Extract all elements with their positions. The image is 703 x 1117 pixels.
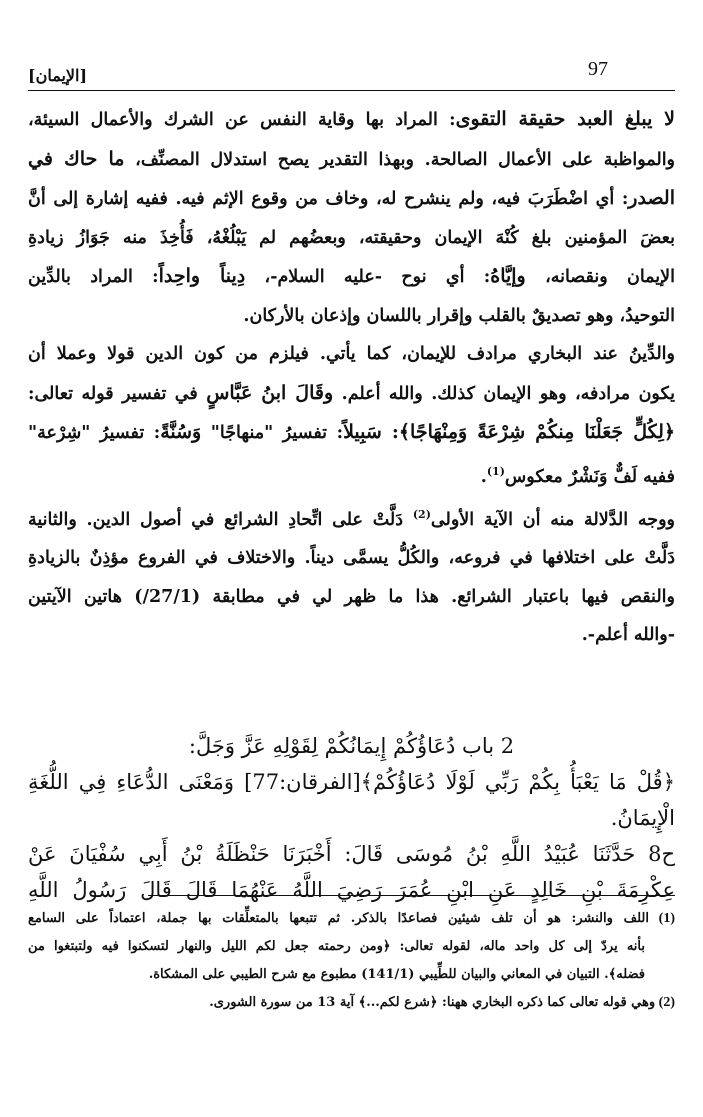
text-segment: : تفسيرُ "منهاجًا" [201, 423, 344, 443]
footnote-rule [148, 895, 675, 896]
keyword: وقَالَ ابنُ عَبَّاسٍ [206, 381, 334, 404]
footnote-text: وهي قوله تعالى كما ذكره البخاري ههنا: ﴿شرع لكم...﴾ آية 13 من سورة الشورى. [209, 995, 656, 1010]
text-line [28, 140, 675, 180]
keyword: ﴿لِكُلٍّ جَعَلْنَا مِنكُمْ شِرْعَةً وَمِنْهَاجًا﴾: [381, 421, 676, 443]
text-line [28, 219, 675, 258]
text-segment: ووجه الدَّلالة منه أن الآية الأولى [430, 509, 675, 530]
text-line [28, 179, 675, 219]
text-segment: التوحيدُ، وهو تصديقٌ بالقلب وإقرار باللسان وإذعان بالأركان. [243, 305, 675, 326]
footnote-text: بأنه يردّ إلى كل واحد ماله، لقوله تعالى: ﴿ومن رحمته جعل لكم الليل والنهار لتسكنوا فيه ولتبتغوا من [28, 939, 645, 954]
text-segment: بعضَ المؤمنين بلغ كُنْهَ الإيمان وحقيقته، وبعضُهم لم يَبْلُغْهُ، فَأُخِذَ منه جَوَازُ زيادةِ [28, 227, 675, 248]
text-line [28, 616, 675, 655]
footnote-ref: (2) [412, 507, 431, 521]
text-segment: : المراد بالدِّين [28, 267, 159, 287]
header-rule [28, 90, 675, 91]
keyword: لا يبلغ العبد حقيقة التقوى [455, 108, 675, 130]
text-line [28, 374, 675, 414]
footnote-ref: (1) [486, 464, 505, 478]
text-segment: الإيمان ونقصانه، [525, 267, 675, 287]
footnote-line [28, 905, 675, 933]
book-page [28, 0, 675, 1117]
keyword: وَسُنَّةً [160, 421, 202, 443]
footnote-number: (1) [648, 911, 675, 926]
text-line [28, 257, 675, 297]
text-segment: : أي اضْطَرَبَ فيه، ولم ينشرح له، وخاف من وقوع الإثم فيه. ففيه إشارة إلى أنَّ [28, 189, 629, 209]
text-line [28, 335, 675, 374]
text-segment: -والله أعلم-. [581, 625, 675, 646]
page-number: 97 [588, 58, 608, 80]
keyword: ما حاك في [28, 147, 125, 170]
text-segment: والمواظبة على الأعمال الصالحة. وبهذا التقدير يصح استدلال المصنِّف، [124, 149, 676, 170]
hadith-block [28, 728, 675, 908]
keyword: دِيناً واحِداً [158, 265, 246, 287]
text-segment: : المراد بها وقاية النفس عن الشرك والأعمال السيئة، [28, 110, 456, 130]
text-line [28, 100, 675, 140]
text-segment: والنقص فيها باعتبار الشرائع. هذا ما ظهر لي في مطابقة (27/1/) هاتين الآيتين [28, 586, 675, 607]
keyword: وإيَّاهُ [490, 265, 526, 287]
text-segment: في تفسير قوله تعالى: [28, 383, 207, 404]
text-segment: . [480, 466, 487, 487]
footnote-line [28, 989, 675, 1017]
keyword: الصدر [628, 187, 675, 209]
footnote-line [28, 961, 675, 989]
commentary-body [28, 100, 675, 655]
text-segment: دَلَّتْ على اختلافها في فروعه، والكُلُّ يسمَّى ديناً. والاختلاف في الفروع مؤذِنٌ بالزيادةِ [28, 548, 675, 569]
text-segment: : تفسيرُ "شِرْعة" [28, 423, 161, 443]
text-segment: يكون مرادفه، وهو الإيمان كذلك. والله أعلم. [333, 383, 675, 404]
verse-line: ﴿قُلْ مَا يَعْبَأُ بِكُمْ رَبِّي لَوْلَا دُعَاؤُكُمْ﴾[الفرقان:77] وَمَعْنَى الدُّعَاءِ فِي اللُّغَةِ الْإِيمَانُ. [28, 770, 675, 830]
footnote-line [28, 933, 675, 961]
text-line [28, 496, 675, 539]
footnote-text: فضله﴾. التبيان في المعاني والبيان للطِّيبي (141/1) مطبوع مع شرح الطيبي على المشكاة. [148, 967, 645, 982]
text-line [28, 453, 675, 496]
footnote-text: اللف والنشر: هو أن تلف شيئين فصاعدًا بالذكر. ثم تتبعها بالمتعلِّقات بها جملة، اعتماداً على السامع [28, 911, 649, 926]
text-line [28, 539, 675, 578]
narration-line: ح8 حَدَّثَنَا عُبَيْدُ اللَّهِ بْنُ مُوسَى قَالَ: أَخْبَرَنَا حَنْظَلَةُ بْنُ أَبِي سُفْيَانَ عَنْ [28, 842, 675, 866]
section-title: [الإيمان] [28, 66, 88, 85]
text-line [28, 413, 675, 453]
keyword: سَبِيلاً [343, 421, 382, 443]
page-header [28, 58, 675, 90]
text-line [28, 297, 675, 336]
footnote-number: (2) [655, 995, 675, 1010]
text-segment: ففيه لَفٌّ وَنَشْرٌ معكوس [504, 466, 675, 487]
chapter-title: 2 باب دُعَاؤُكُمْ إِيمَانُكُمْ لِقَوْلِهِ عَزَّ وَجَلَّ: [188, 734, 515, 758]
narration-line: عِكْرِمَةَ بْنِ خَالِدٍ عَنِ ابْنِ عُمَرَ رَضِيَ اللَّهُ عَنْهُمَا قَالَ قَالَ رَسُولُ اللَّهِ [28, 878, 675, 902]
text-segment: والدِّينُ عند البخاري مرادف للإيمان، كما يأتي. فيلزم من كون الدين قولا وعملا أن [28, 344, 675, 364]
text-segment: : أي نوح -عليه السلام-، [245, 267, 491, 287]
text-segment: دَلَّتْ على اتِّحادِ الشرائع في أصول الدين. والثانية [28, 509, 413, 530]
text-line [28, 578, 675, 617]
footnotes [28, 905, 675, 1017]
